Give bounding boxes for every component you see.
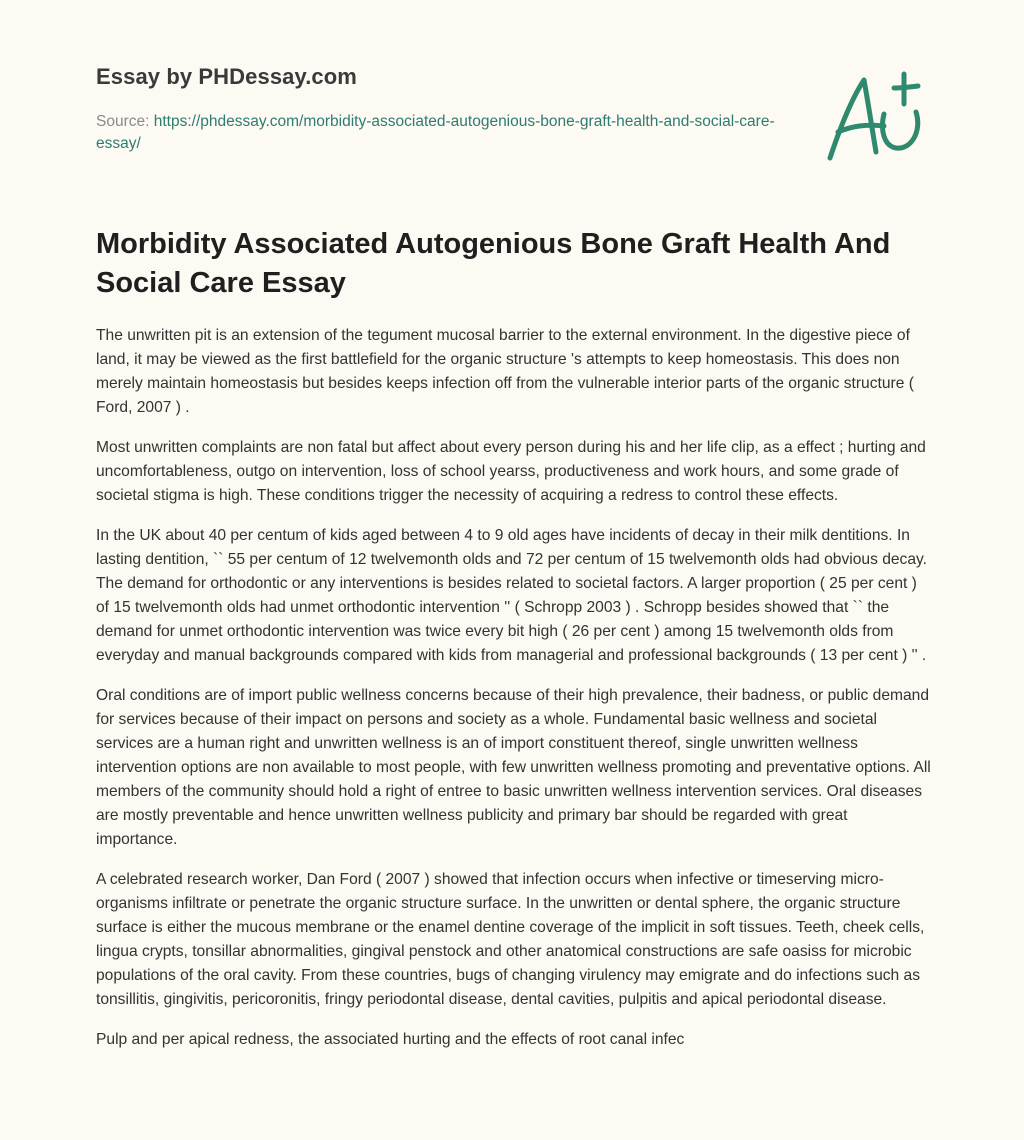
essay-title: Morbidity Associated Autogenious Bone Graft Health And Social Care Essay [96, 228, 891, 299]
bottom-fade [0, 1114, 1024, 1140]
essay-paragraph: Most unwritten complaints are non fatal but affect about every person during his and her life clip, as a effect ; hurting and uncomfortableness, outgo on intervention, loss of school yearss, productiveness and work hours, and some grade of societal stigma is high. These conditions trigger the necessity of acquiring a redress to control these effects. [96, 439, 926, 504]
a-plus-logo-icon [818, 68, 930, 168]
source-label: Source: [96, 113, 150, 130]
site-title: Essay by PHDessay.com [96, 64, 357, 89]
essay-paragraph: The unwritten pit is an extension of the tegument mucosal barrier to the external environment. In the digestive piece of land, it may be viewed as the first battlefield for the organic structure 's attempts to keep homeostasis. This does non merely maintain homeostasis but besides keeps infection off from the vulnerable interior parts of the organic structure ( Ford, 2007 ) . [96, 327, 914, 416]
source-link[interactable]: https://phdessay.com/morbidity-associated-autogenious-bone-graft-health-and-social-care-essay/ [96, 113, 775, 152]
essay-paragraph-truncated: Pulp and per apical redness, the associated hurting and the effects of root canal infec [96, 1031, 685, 1048]
essay-paragraph: Oral conditions are of import public wellness concerns because of their high prevalence, their badness, or public demand for services because of their impact on persons and society as a whole. Fundamental basic wellness and societal services are a human right and unwritten wellness is an of import constituent thereof, single unwritten wellness intervention options are non available to most people, with few unwritten wellness promoting and preventative options. All members of the community should hold a right of entree to basic unwritten wellness intervention services. Oral diseases are mostly preventable and hence unwritten wellness publicity and primary bar should be regarded with great importance. [96, 687, 931, 848]
essay-paragraph: In the UK about 40 per centum of kids aged between 4 to 9 old ages have incidents of decay in their milk dentitions. In lasting dentition, `` 55 per centum of 12 twelvemonth olds and 72 per centum of 15 twelvemonth olds had obvious decay. The demand for orthodontic or any interventions is besides related to societal factors. A larger proportion ( 25 per cent ) of 15 twelvemonth olds had unmet orthodontic intervention '' ( Schropp 2003 ) . Schropp besides showed that `` the demand for unmet orthodontic intervention was twice every bit high ( 26 per cent ) among 15 twelvemonth olds from everyday and manual backgrounds compared with kids from managerial and professional backgrounds ( 13 per cent ) '' . [96, 527, 927, 664]
a-plus-logo [818, 68, 930, 168]
essay-paragraph: A celebrated research worker, Dan Ford ( 2007 ) showed that infection occurs when infective or timeserving micro-organisms infiltrate or penetrate the organic structure surface. In the unwritten or dental sphere, the organic structure surface is either the mucous membrane or the enamel dentine coverage of the implicit in soft tissues. Teeth, cheek cells, lingua crypts, tonsillar abnormalities, gingival penstock and other anatomical constructions are safe oasiss for microbic populations of the oral cavity. From these countries, bugs of changing virulency may emigrate and do infections such as tonsillitis, gingivitis, pericoronitis, fringy periodontal disease, dental cavities, pulpitis and apical periodontal disease. [96, 871, 925, 1008]
source-line [96, 111, 786, 155]
essay-body [96, 324, 932, 1068]
